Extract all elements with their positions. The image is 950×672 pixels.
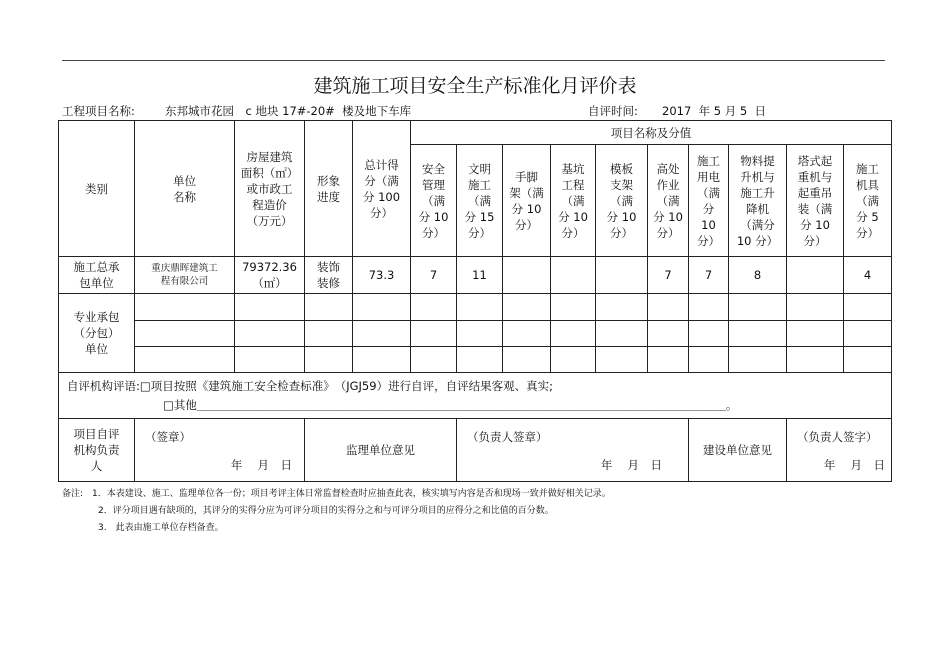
- col-category: 类别: [59, 121, 135, 257]
- row-category: 施工总承 包单位: [59, 257, 135, 294]
- date-value: 2017 年 5 月 5 日: [662, 104, 766, 118]
- evaluation-table: [58, 120, 892, 482]
- score-cell: [503, 257, 551, 294]
- self-eval-line1: □项目按照《建筑施工安全检查标准》 （JGJ59）进行自评，自评结果客观、真实;: [139, 378, 553, 393]
- note-1: 备注: 1．本表建设、施工、监理单位各一份；项目考评主体日常监督检查时应抽查此表，核实填写内容是否和现场一致并做好相关记录。: [62, 489, 611, 499]
- table-row: [59, 257, 892, 294]
- stamp-date: 年 月 日: [230, 458, 292, 472]
- item-header: 施工 机具 （满 分 5 分）: [844, 145, 892, 257]
- notes: [62, 486, 611, 537]
- project-label: 工程项目名称:: [62, 104, 135, 118]
- builder-date: 年 月 日: [823, 458, 886, 472]
- score-cell: [787, 257, 844, 294]
- item-header: 施工 用电 （满 分 10 分）: [689, 145, 729, 257]
- item-header: 模板 支架 （满 分 10 分）: [596, 145, 648, 257]
- supervision-date: 年 月 日: [600, 458, 662, 472]
- progress-value: 装饰 装修: [305, 257, 353, 294]
- unit-name: 重庆鼎晖建筑工 程有限公司: [135, 257, 235, 294]
- resp-label: 项目自评 机构负责 人: [59, 419, 135, 482]
- builder-label: 建设单位意见: [689, 419, 787, 482]
- table-row: [59, 294, 892, 321]
- item-header: 文明 施工 （满 分 15 分）: [457, 145, 503, 257]
- col-area: 房屋建筑 面积（㎡） 或市政工 程造价 （万元）: [235, 121, 305, 257]
- note-2: 2．评分项目遇有缺项的，其评分的实得分应为可评分项目的实得分之和与可评分项目的应得分之和比值的百分数。: [62, 506, 554, 516]
- table-row: [59, 347, 892, 373]
- self-eval-line2: □其他＿＿＿＿＿＿＿＿＿＿＿＿＿＿＿＿＿＿＿＿＿＿＿＿＿＿＿＿＿＿＿＿＿＿＿＿＿＿＿＿＿＿＿＿＿＿。: [163, 397, 738, 412]
- top-rule: [62, 60, 885, 61]
- resp-sign-label: （负责人签字）: [797, 430, 878, 444]
- page-title: 建筑施工项目安全生产标准化月评价表: [313, 75, 637, 97]
- supervision-label: 监理单位意见: [305, 419, 457, 482]
- builder-sign-cell: [787, 419, 892, 482]
- item-header: 基坑 工程 （满 分 10 分）: [551, 145, 596, 257]
- item-header: 物料提 升机与 施工升 降机 （满分 10 分）: [729, 145, 787, 257]
- item-header: 塔式起 重机与 起重吊 装（满 分 10 分）: [787, 145, 844, 257]
- score-cell: 8: [729, 257, 787, 294]
- score-cell: 7: [689, 257, 729, 294]
- stamp-cell: [135, 419, 305, 482]
- stamp-label: （签章）: [145, 430, 191, 444]
- col-unit: 单位 名称: [135, 121, 235, 257]
- note-3: 3. 此表由施工单位存档备查。: [62, 523, 224, 533]
- resp-stamp-label: （负责人签章）: [467, 430, 548, 444]
- col-total: 总计得 分（满 分 100 分）: [353, 121, 411, 257]
- date-label: 自评时间:: [588, 104, 638, 118]
- group-header: 项目名称及分值: [411, 121, 892, 145]
- area-value: 79372.36 （㎡）: [235, 257, 305, 294]
- score-cell: 7: [648, 257, 689, 294]
- total-score: 73.3: [353, 257, 411, 294]
- project-name: 东邦城市花园 c 地块 17#-20# 楼及地下车库: [165, 104, 412, 118]
- score-cell: [596, 257, 648, 294]
- col-progress: 形象 进度: [305, 121, 353, 257]
- self-eval-cell: [59, 373, 892, 419]
- score-cell: [551, 257, 596, 294]
- item-header: 安全 管理 （满 分 10 分）: [411, 145, 457, 257]
- self-eval-label: 自评机构评语:: [67, 378, 140, 393]
- supervision-sign-cell: [457, 419, 689, 482]
- score-cell: 4: [844, 257, 892, 294]
- score-cell: 11: [457, 257, 503, 294]
- item-header: 手脚 架（满 分 10 分）: [503, 145, 551, 257]
- table-row: [59, 321, 892, 347]
- sub-category: 专业承包 （分包） 单位: [59, 294, 135, 373]
- item-header: 高处 作业 （满 分 10 分）: [648, 145, 689, 257]
- score-cell: 7: [411, 257, 457, 294]
